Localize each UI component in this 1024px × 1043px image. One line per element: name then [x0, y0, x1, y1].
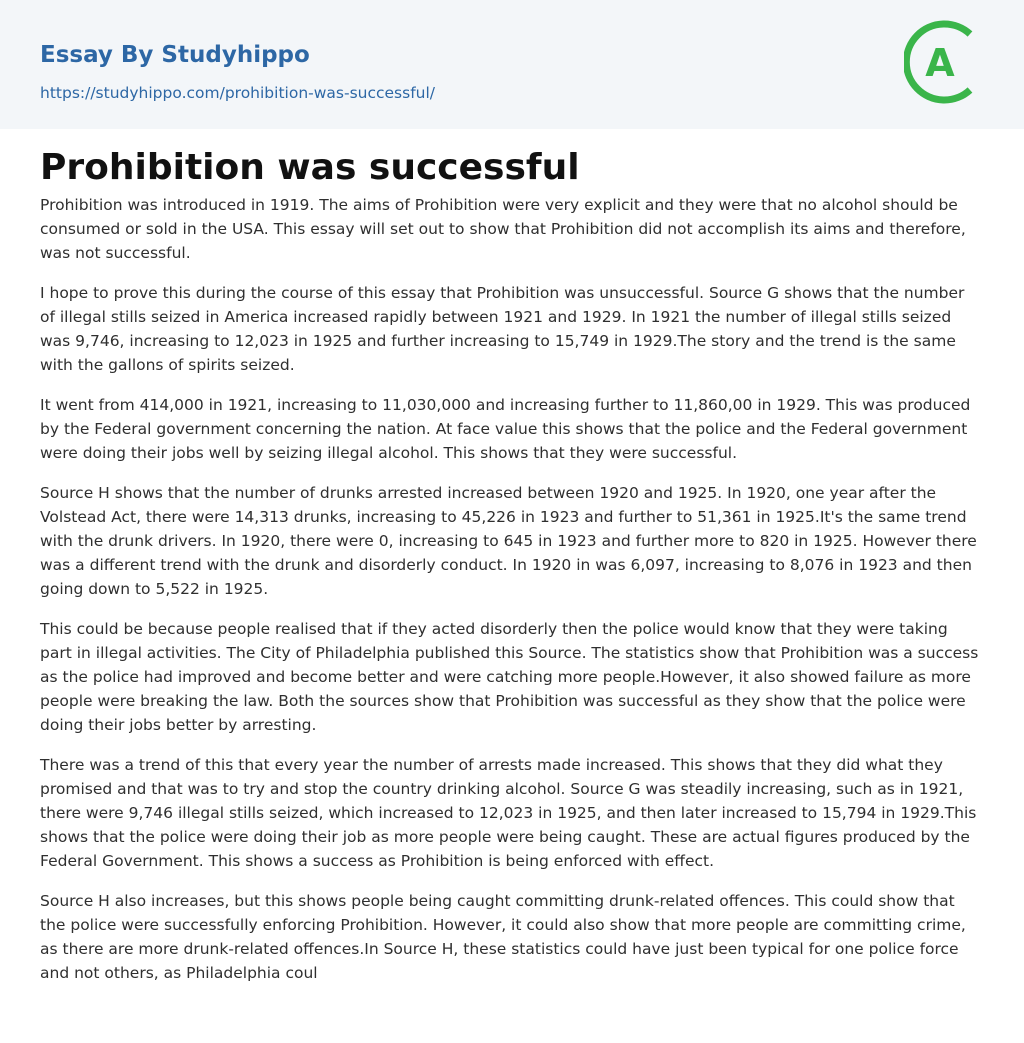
essay-paragraph: Source H also increases, but this shows people being caught committing drunk-related offences. This could show that the police were successfully enforcing Prohibition. However, it could also show that more people are committing crime, as there are more drunk-related offences.In Source H, these statistics could have just been typical for one police force and not others, as Philadelphia coul [40, 892, 966, 982]
page-title: Prohibition was successful [40, 147, 580, 188]
essay-paragraph: This could be because people realised that if they acted disorderly then the police would know that they were taking part in illegal activities. The City of Philadelphia published this Source. The statistics show that Prohibition was a success as the police had improved and become better and were catching more people.However, it also showed failure as more people were breaking the law. Both the sources show that Prohibition was successful as they show that the police were doing their jobs better by arresting. [40, 620, 979, 734]
site-header [0, 0, 1024, 129]
essay-paragraph: It went from 414,000 in 1921, increasing to 11,030,000 and increasing further to 11,860,00 in 1929. This was produced by the Federal government concerning the nation. At face value this shows that the police and the Federal government were doing their jobs well by seizing illegal alcohol. This shows that they were successful. [40, 396, 971, 462]
studyhippo-logo-icon[interactable] [904, 18, 988, 106]
logo-letter: A [925, 41, 955, 85]
essay-body [40, 193, 984, 985]
essay-paragraph: I hope to prove this during the course of this essay that Prohibition was unsuccessful. Source G shows that the number of illegal stills seized in America increased rapidly between 1921 and 1929. In 1921 the number of illegal stills seized was 9,746, increasing to 12,023 in 1925 and further increasing to 15,749 in 1929.The story and the trend is the same with the gallons of spirits seized. [40, 284, 965, 374]
main-content [0, 129, 1024, 985]
essay-paragraph: There was a trend of this that every year the number of arrests made increased. This shows that they did what they promised and that was to try and stop the country drinking alcohol. Source G was steadily increasing, such as in 1921, there were 9,746 illegal stills seized, which increased to 12,023 in 1925, and then later increased to 15,794 in 1929.This shows that the police were doing their job as more people were being caught. These are actual figures produced by the Federal Government. This shows a success as Prohibition is being enforced with effect. [40, 756, 977, 870]
essay-paragraph: Source H shows that the number of drunks arrested increased between 1920 and 1925. In 1920, one year after the Volstead Act, there were 14,313 drunks, increasing to 45,226 in 1923 and further to 51,361 in 1925.It's the same trend with the drunk drivers. In 1920, there were 0, increasing to 645 in 1923 and further more to 820 in 1925. However there was a different trend with the drunk and disorderly conduct. In 1920 in was 6,097, increasing to 8,076 in 1923 and then going down to 5,522 in 1925. [40, 484, 977, 598]
essay-paragraph: Prohibition was introduced in 1919. The aims of Prohibition were very explicit and they were that no alcohol should be consumed or sold in the USA. This essay will set out to show that Prohibition did not accomplish its aims and therefore, was not successful. [40, 196, 966, 262]
essay-url-link[interactable]: https://studyhippo.com/prohibition-was-successful/ [40, 84, 436, 102]
site-title[interactable]: Essay By Studyhippo [40, 42, 310, 68]
